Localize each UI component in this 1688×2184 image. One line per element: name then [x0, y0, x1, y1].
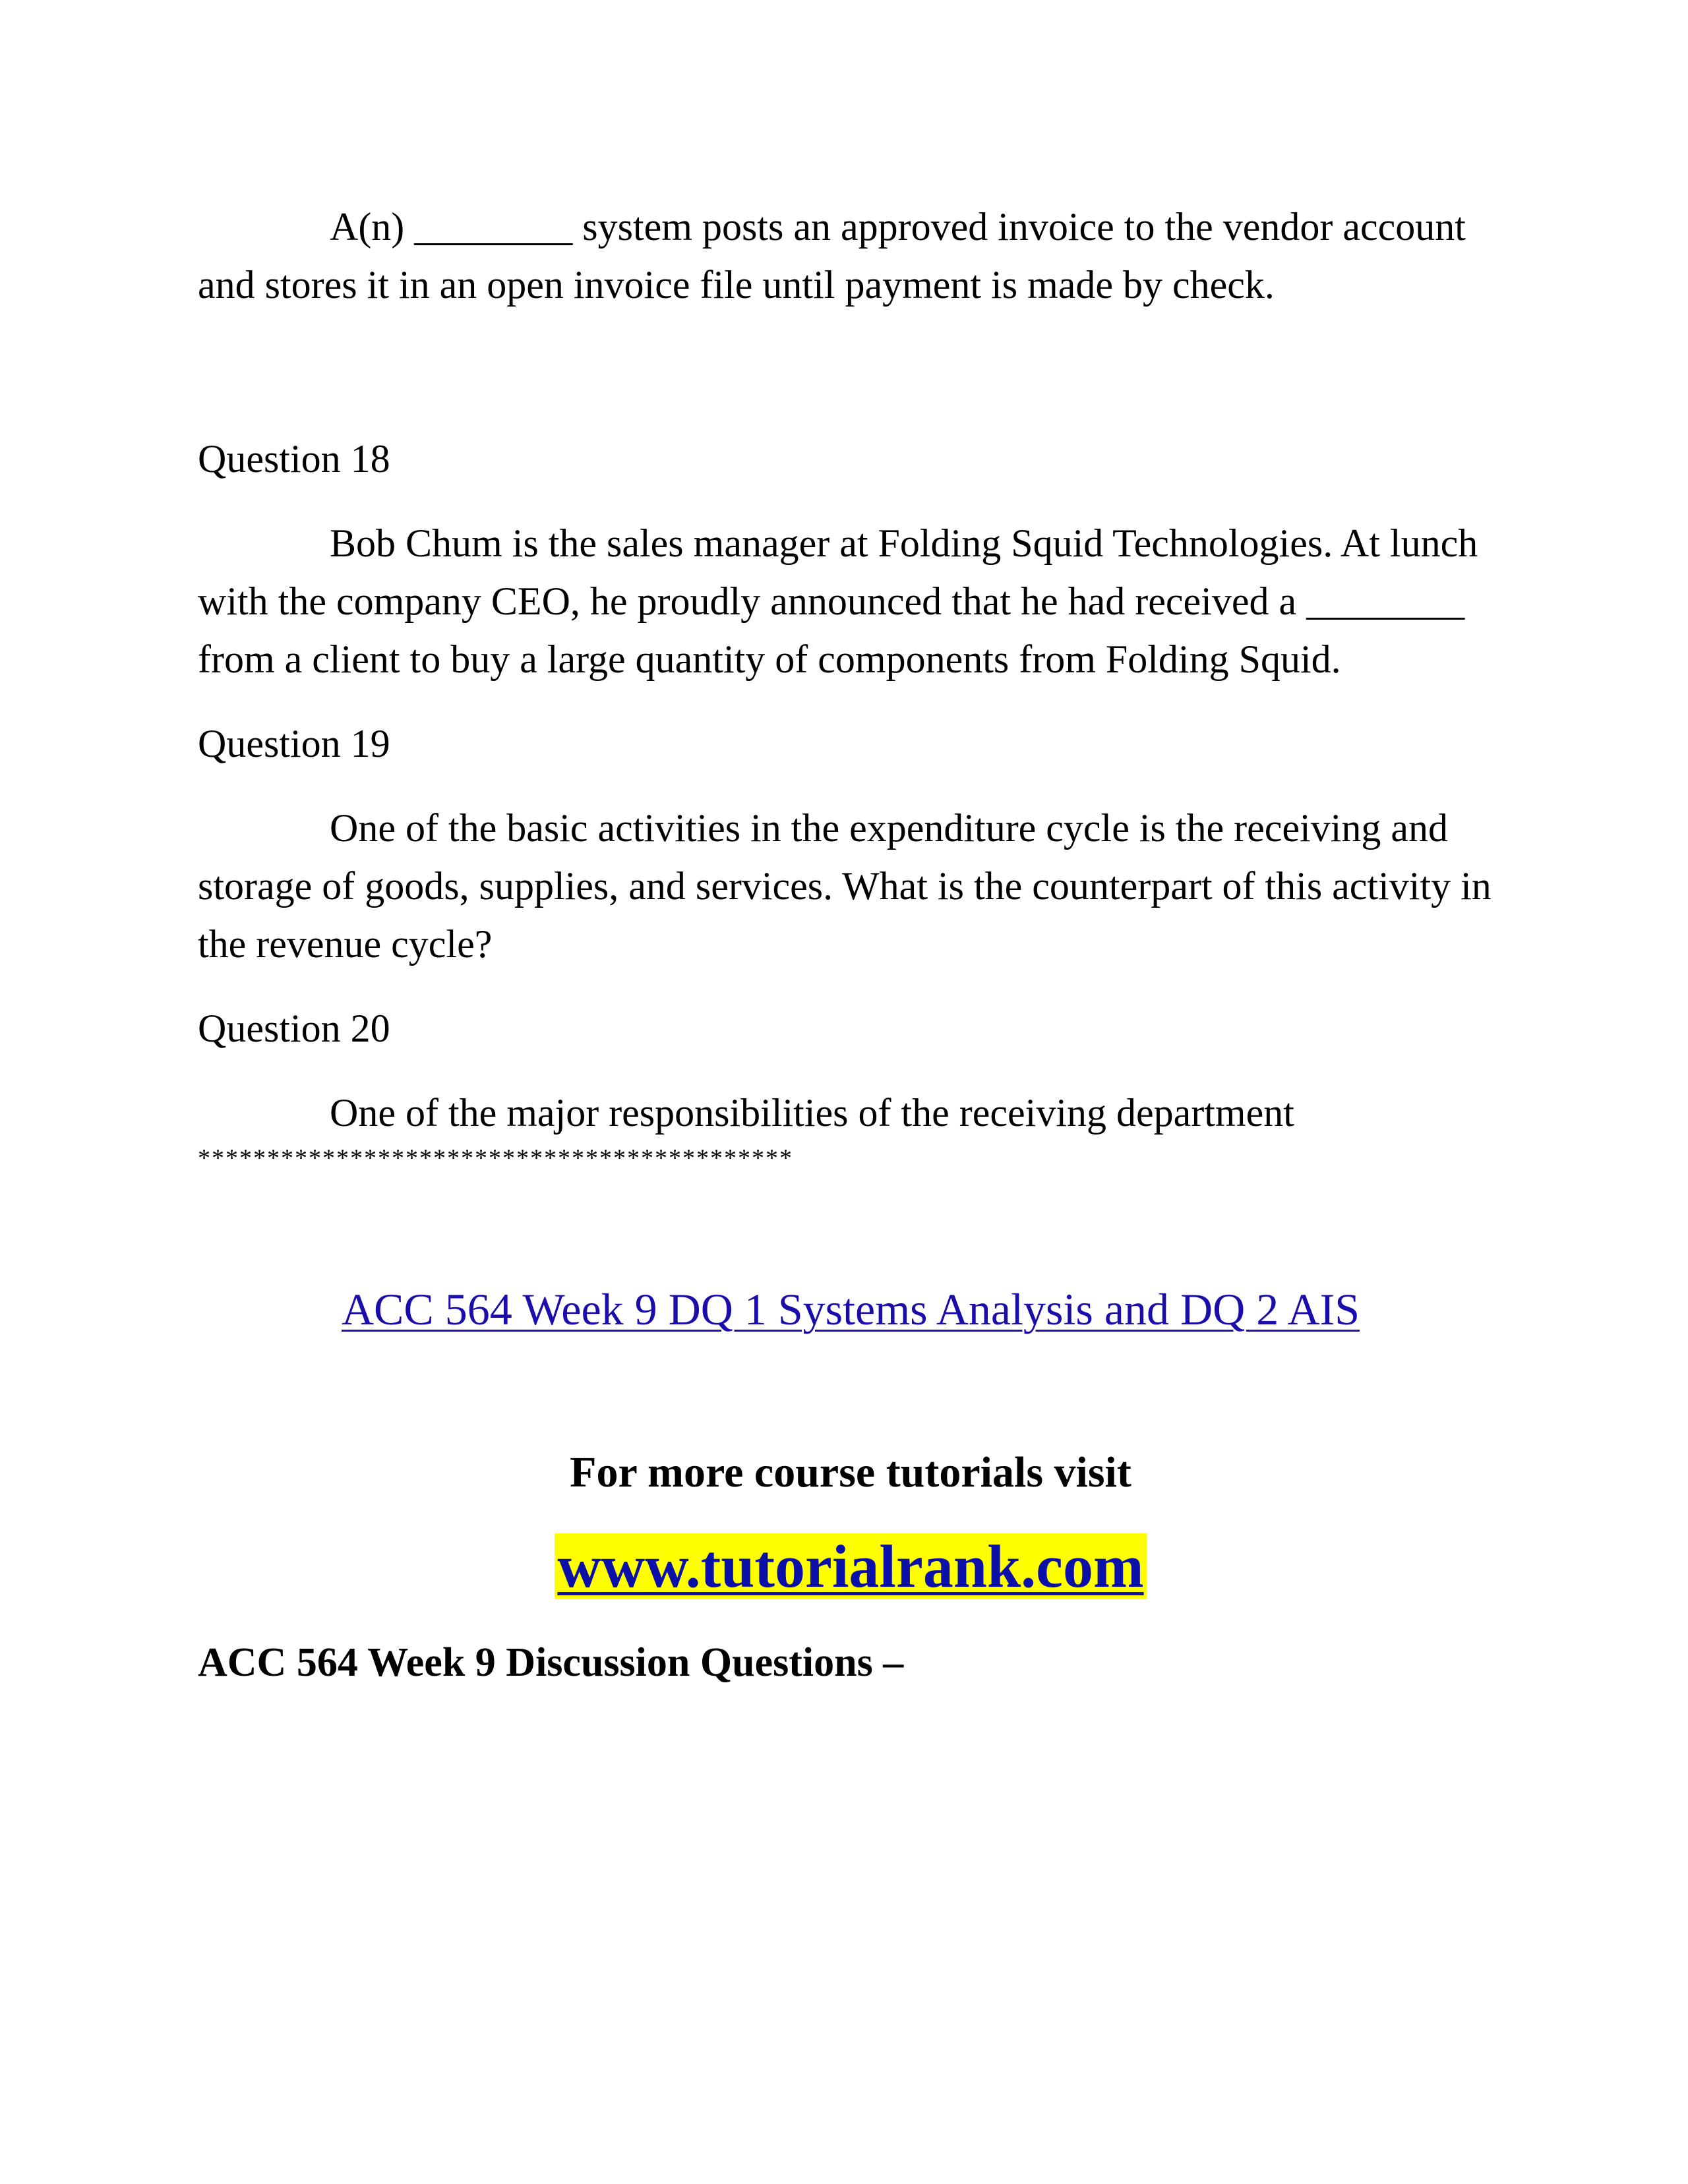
spacer — [198, 314, 1503, 430]
promo-heading: For more course tutorials visit — [570, 1448, 1131, 1496]
question-18-text: Bob Chum is the sales manager at Folding Squid Technologies. At lunch with the company CEO, he proudly announced that he had received a ________ from a client to buy a large quantity of components from Folding Squid. — [198, 521, 1478, 681]
site-link[interactable]: www.tutorialrank.com — [555, 1533, 1146, 1599]
next-link-row — [198, 1280, 1503, 1338]
site-link-row — [198, 1533, 1503, 1599]
question-20-text: One of the major responsibilities of the receiving department — [330, 1091, 1294, 1135]
separator-stars: ******************************************* — [198, 1144, 793, 1172]
promo-heading-row — [198, 1444, 1503, 1502]
question-18-label: Question 18 — [198, 437, 390, 481]
question-19-text: One of the basic activities in the expenditure cycle is the receiving and storage of goods, supplies, and services. What is the counterpart of this activity in the revenue cycle? — [198, 806, 1492, 966]
question-20-label: Question 20 — [198, 1007, 390, 1050]
discussion-heading: ACC 564 Week 9 Discussion Questions – — [198, 1640, 904, 1685]
course-link[interactable]: ACC 564 Week 9 DQ 1 Systems Analysis and DQ 2 AIS — [341, 1284, 1360, 1334]
document-content — [198, 198, 1503, 1692]
question-17-text: A(n) ________ system posts an approved invoice to the vendor account and stores it in an open invoice file until payment is made by check. — [198, 205, 1466, 307]
question-19-label: Question 19 — [198, 722, 390, 765]
